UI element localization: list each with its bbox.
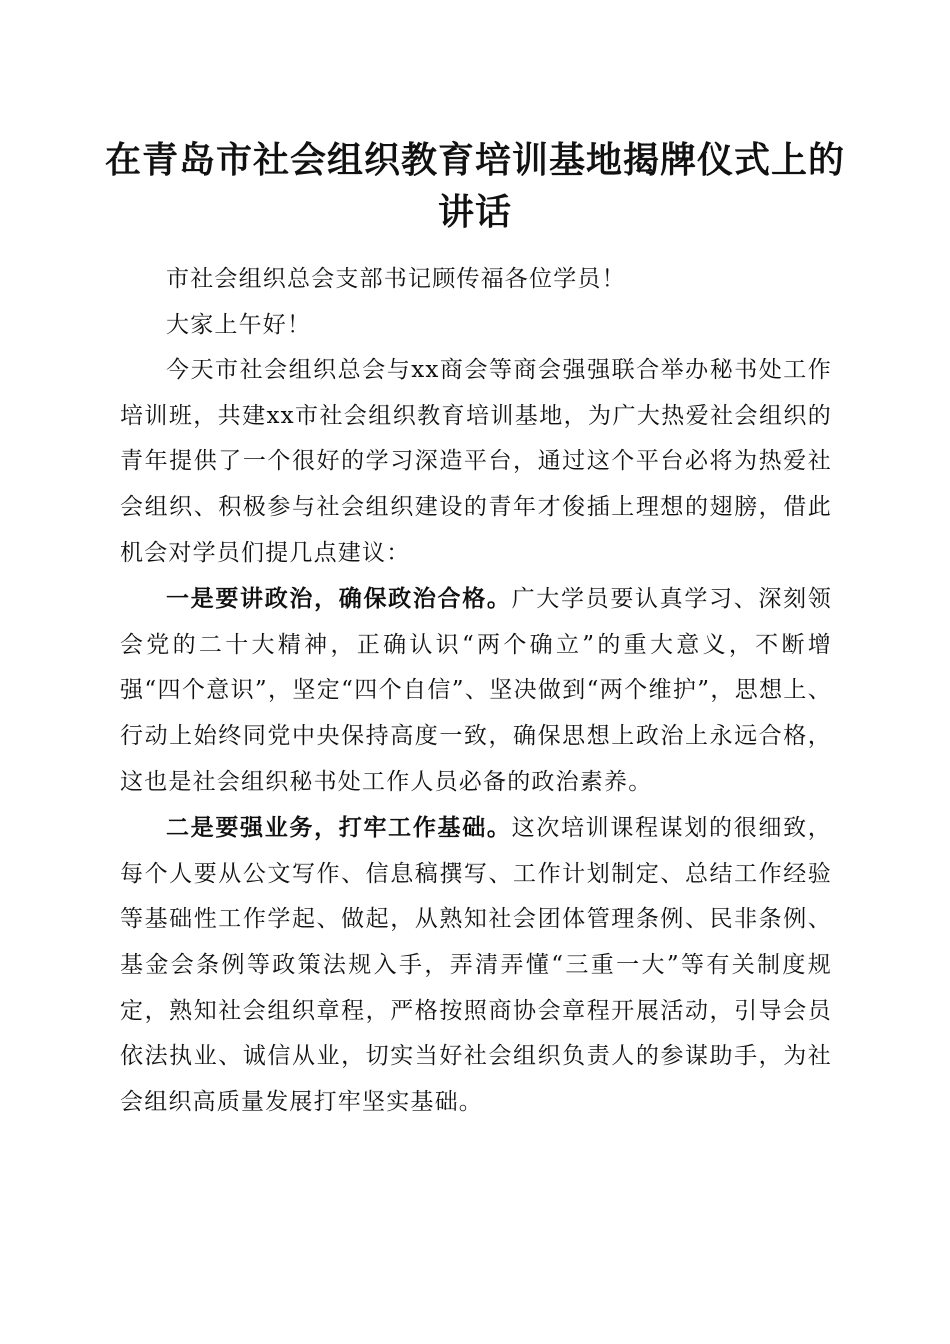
salutation-paragraph: 市社会组织总会支部书记顾传福各位学员！ (166, 266, 626, 292)
point-2-paragraph (120, 805, 832, 1125)
point-2-lead: 二是要强业务，打牢工作基础。 (166, 814, 512, 842)
document-title (100, 134, 850, 238)
point-2-body: 这次培训课程谋划的很细致，每个人要从公文写作、信息稿撰写、工作计划制定、总结工作经验等基础性工作学起、做起，从熟知社会团体管理条例、民非条例、基金会条例等政策法规入手，弄清弄懂“三重一大”等有关制度规定，熟知社会组织章程，严格按照商协会章程开展活动，引导会员依法执业、诚信从业，切实当好社会组织负责人的参谋助手，为社会组织高质量发展打牢坚实基础。 (120, 815, 832, 1115)
greeting-paragraph: 大家上午好！ (166, 311, 312, 338)
document-body (120, 257, 832, 1125)
point-1-paragraph (120, 576, 832, 805)
title-line-1: 在青岛市社会组织教育培训基地揭牌仪式上的 (104, 139, 845, 181)
point-1-lead: 一是要讲政治，确保政治合格。 (166, 585, 512, 613)
intro-paragraph: 今天市社会组织总会与xx商会等商会强强联合举办秘书处工作培训班，共建xx市社会组织教育培训基地，为广大热爱社会组织的青年提供了一个很好的学习深造平台，通过这个平台必将为热爱社会组织、积极参与社会组织建设的青年才俊插上理想的翅膀，借此机会对学员们提几点建议： (120, 357, 832, 566)
title-line-2: 讲话 (437, 191, 512, 233)
point-1-body: 广大学员要认真学习、深刻领会党的二十大精神，正确认识“两个确立”的重大意义，不断增强“四个意识”，坚定“四个自信”、坚决做到“两个维护”，思想上、行动上始终同党中央保持高度一致，确保思想上政治上永远合格，这也是社会组织秘书处工作人员必备的政治素养。 (120, 586, 832, 795)
